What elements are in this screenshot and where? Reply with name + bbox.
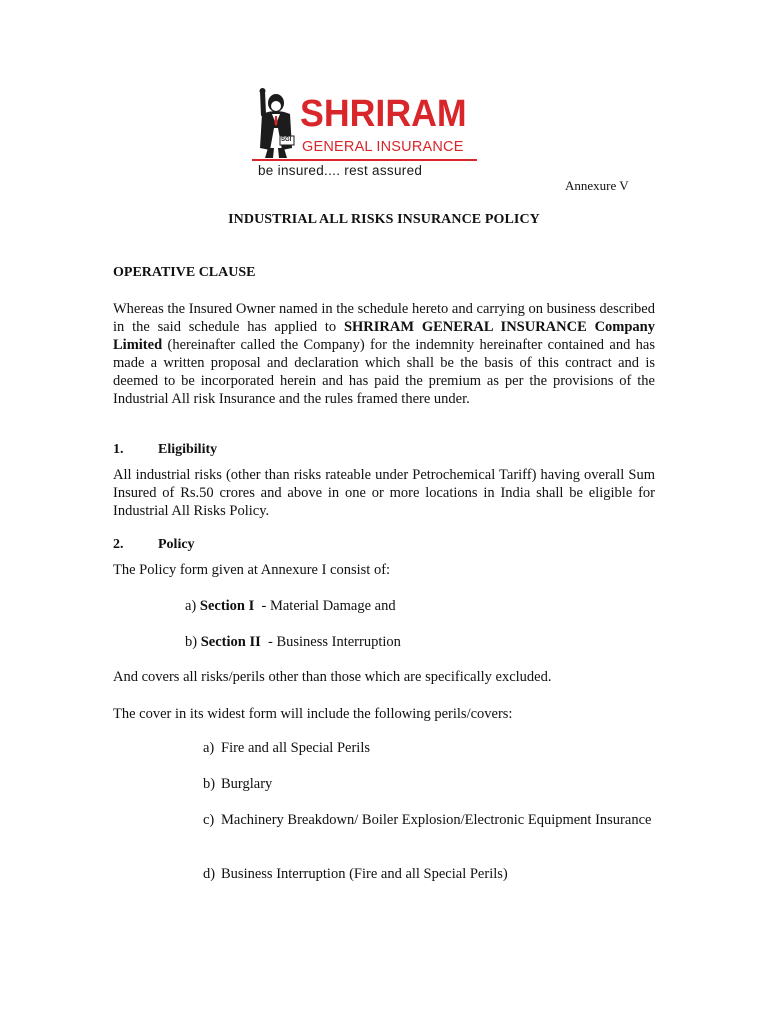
section-label: b) [185, 634, 198, 650]
logo-brand-name: SHRIRAM [300, 93, 467, 135]
eligibility-paragraph: All industrial risks (other than risks rateable under Petrochemical Tariff) having overall Sum Insured of Rs.50 crores and above in one or more locations in India shall be eligible for Industrial All Risks Policy. [113, 467, 655, 519]
policy-number: 2. [113, 537, 124, 552]
peril-text: Fire and all Special Perils [221, 740, 370, 756]
peril-item [203, 865, 655, 883]
eligibility-heading [113, 441, 217, 459]
annexure-label: Annexure V [565, 178, 629, 193]
policy-section-item [185, 597, 396, 615]
operative-clause-text-2: (hereinafter called the Company) for the indemnity hereinafter contained and has made a written proposal and declaration which shall be the basis of this contract and is deemed to be incorporated herein and has paid the premium as per the provisions of the Industrial All risk Insurance and the rules framed there under. [113, 337, 655, 407]
peril-text: Machinery Breakdown/ Boiler Explosion/Electronic Equipment Insurance [221, 812, 652, 828]
section-name: Section I [199, 598, 255, 614]
document-title: INDUSTRIAL ALL RISKS INSURANCE POLICY [228, 212, 540, 227]
peril-label: d) [203, 866, 216, 882]
peril-label: a) [203, 740, 215, 756]
widest-form-text: The cover in its widest form will include the following perils/covers: [113, 706, 513, 722]
logo-tagline: be insured.... rest assured [258, 163, 423, 178]
policy-section-item [185, 633, 401, 651]
policy-heading [113, 536, 195, 554]
operative-clause-text-1: Whereas the Insured Owner named in the schedule hereto and carrying on business described in the said schedule has applied to [113, 301, 655, 335]
operative-clause-heading: OPERATIVE CLAUSE [113, 265, 256, 280]
peril-text: Business Interruption (Fire and all Special Perils) [221, 866, 508, 882]
logo-subtitle: GENERAL INSURANCE [302, 139, 464, 155]
section-name: Section II [200, 634, 261, 650]
company-logo [252, 88, 477, 180]
mascot-man-pointing-icon [252, 88, 300, 160]
peril-label: b) [203, 776, 216, 792]
peril-item [203, 775, 655, 793]
policy-intro: The Policy form given at Annexure I consist of: [113, 562, 391, 578]
logo-divider [252, 159, 477, 161]
section-desc: - Material Damage and [261, 598, 396, 614]
peril-item [203, 739, 655, 757]
peril-item [203, 811, 655, 829]
peril-label: c) [203, 812, 215, 828]
section-desc: - Business Interruption [268, 634, 401, 650]
eligibility-number: 1. [113, 442, 124, 457]
policy-title: Policy [158, 537, 195, 552]
peril-text: Burglary [221, 776, 273, 792]
section-label: a) [185, 598, 197, 614]
eligibility-title: Eligibility [158, 442, 218, 457]
operative-clause-paragraph [113, 300, 655, 408]
covers-text: And covers all risks/perils other than those which are specifically excluded. [113, 669, 552, 685]
logo-badge-text: SGI [281, 137, 292, 143]
company-name: SHRIRAM GENERAL INSURANCE Company Limited [113, 319, 655, 353]
